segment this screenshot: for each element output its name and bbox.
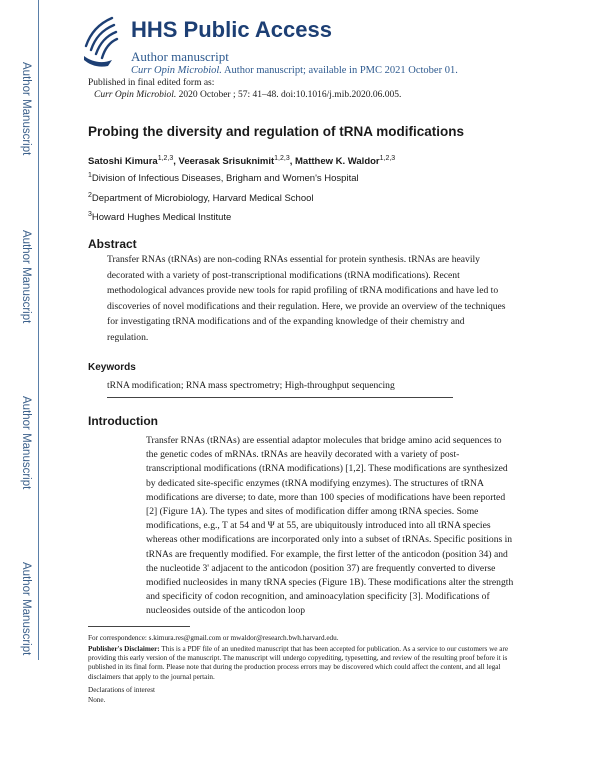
header-availability-text: Author manuscript; available in PMC 2021 October 01. xyxy=(223,65,458,76)
abstract-text: Transfer RNAs (tRNAs) are non-coding RNAs essential for protein synthesis. tRNAs are heavily decorated with a variety of post-transcriptional modifications (tRNA modifications). Recent methodological advances provide new tools for rapid profiling of tRNA modifications and have led to discoveries of novel modifications and their regulation. Here, we provide an overview of the techniques for investigating tRNA modifications and of the expanding knowledge of their chemistry and regulation. xyxy=(107,254,506,343)
correspondence-footnote: For correspondence: s.kimura.res@gmail.com or mwaldor@research.bwh.harvard.edu. xyxy=(88,634,339,642)
sidebar-label-author-manuscript: Author Manuscript xyxy=(20,230,32,324)
author-separator: , xyxy=(289,156,295,168)
declarations-of-interest: Declarations of interest xyxy=(88,686,156,694)
sidebar-label-author-manuscript: Author Manuscript xyxy=(20,62,32,156)
header-availability xyxy=(131,65,458,76)
header-title: HHS Public Access xyxy=(131,17,332,42)
keywords-divider xyxy=(107,397,453,398)
author-affiliation-sup: 1,2,3 xyxy=(274,155,290,162)
affiliation-text: Howard Hughes Medical Institute xyxy=(91,212,232,224)
publication-citation xyxy=(94,90,401,100)
introduction-text: Transfer RNAs (tRNAs) are essential adaptor molecules that bridge amino acid sequences to the genetic codes of mRNAs. tRNAs are heavily decorated with a variety of post-transcriptional modifications (tRNA modifications) [1,2]. These modifications are synthesized by dedicated site-specific enzymes (tRNA modifying enzymes). The structures of tRNA modifications are diverse; to date, more than 100 species of modifications have been reported [2] (Figure 1A). The types and sites of modification differ among tRNA species. Some modifications, e.g., T at 54 and Ψ at 55, are ubiquitously introduced into all tRNA species whereas other modifications are incorporated only into a subset of tRNAs. Specific positions in tRNAs are frequently modified. For example, the first letter of the anticodon (position 34) and the nucleotide 3' adjacent to the anticodon (position 37) are frequently converted to diverse modified nucleosides in many tRNA species (Figure 1B). These modifications alter the strength and specificity of codon recognition, and aminoacylation specificity [3]. Modifications of nucleosides outside of the anticodon loop xyxy=(146,435,514,617)
footnote-divider xyxy=(88,626,190,627)
disclaimer-text: This is a PDF file of an unedited manuscript that has been accepted for publication. As a service to our customers we are providing this early version of the manuscript. The manuscript will undergo copyediting, typesetting, and review of the resulting proof before it is published in its final form. Please note that during the production process errors may be discovered which could affect the content, and all legal disclaimers that apply to the journal pertain. xyxy=(88,645,509,681)
hhs-header xyxy=(78,10,498,74)
disclaimer-label: Publisher's Disclaimer: xyxy=(88,645,160,653)
abstract-heading: Abstract xyxy=(88,237,137,251)
sidebar-label-author-manuscript: Author Manuscript xyxy=(20,396,32,490)
header-journal: Curr Opin Microbiol. xyxy=(131,65,222,76)
author-affiliation-sup: 1,2,3 xyxy=(379,155,396,162)
affiliation-text: Division of Infectious Diseases, Brigham and Women's Hospital xyxy=(91,173,359,185)
affiliation-item xyxy=(88,211,231,223)
publisher-disclaimer xyxy=(88,645,512,682)
affiliation-item xyxy=(88,172,359,184)
affiliation-number: 3 xyxy=(88,211,92,218)
sidebar-rule xyxy=(38,0,39,660)
introduction-heading: Introduction xyxy=(88,414,158,428)
affiliation-number: 1 xyxy=(88,172,92,179)
author-name: Matthew K. Waldor xyxy=(295,156,380,168)
author-list xyxy=(88,155,395,167)
author-affiliation-sup: 1,2,3 xyxy=(157,155,174,162)
article-title: Probing the diversity and regulation of tRNA modifications xyxy=(88,124,465,139)
hhs-eagle-logo-icon xyxy=(78,12,124,70)
header-subtitle: Author manuscript xyxy=(131,49,229,64)
citation-journal: Curr Opin Microbiol. xyxy=(94,90,177,100)
published-label: Published in final edited form as: xyxy=(88,78,215,88)
author-separator: , xyxy=(173,156,179,168)
keywords-text: tRNA modification; RNA mass spectrometry; High-throughput sequencing xyxy=(107,380,395,391)
author-name: Satoshi Kimura xyxy=(88,156,158,168)
keywords-heading: Keywords xyxy=(88,362,136,373)
citation-details: 2020 October ; 57: 41–48. doi:10.1016/j.mib.2020.06.005. xyxy=(178,90,402,100)
affiliation-item xyxy=(88,192,314,204)
author-name: Veerasak Srisuknimit xyxy=(178,156,275,168)
affiliation-number: 2 xyxy=(88,192,92,199)
sidebar-label-author-manuscript: Author Manuscript xyxy=(20,562,32,656)
declarations-none: None. xyxy=(88,696,106,704)
affiliation-text: Department of Microbiology, Harvard Medical School xyxy=(91,193,314,205)
